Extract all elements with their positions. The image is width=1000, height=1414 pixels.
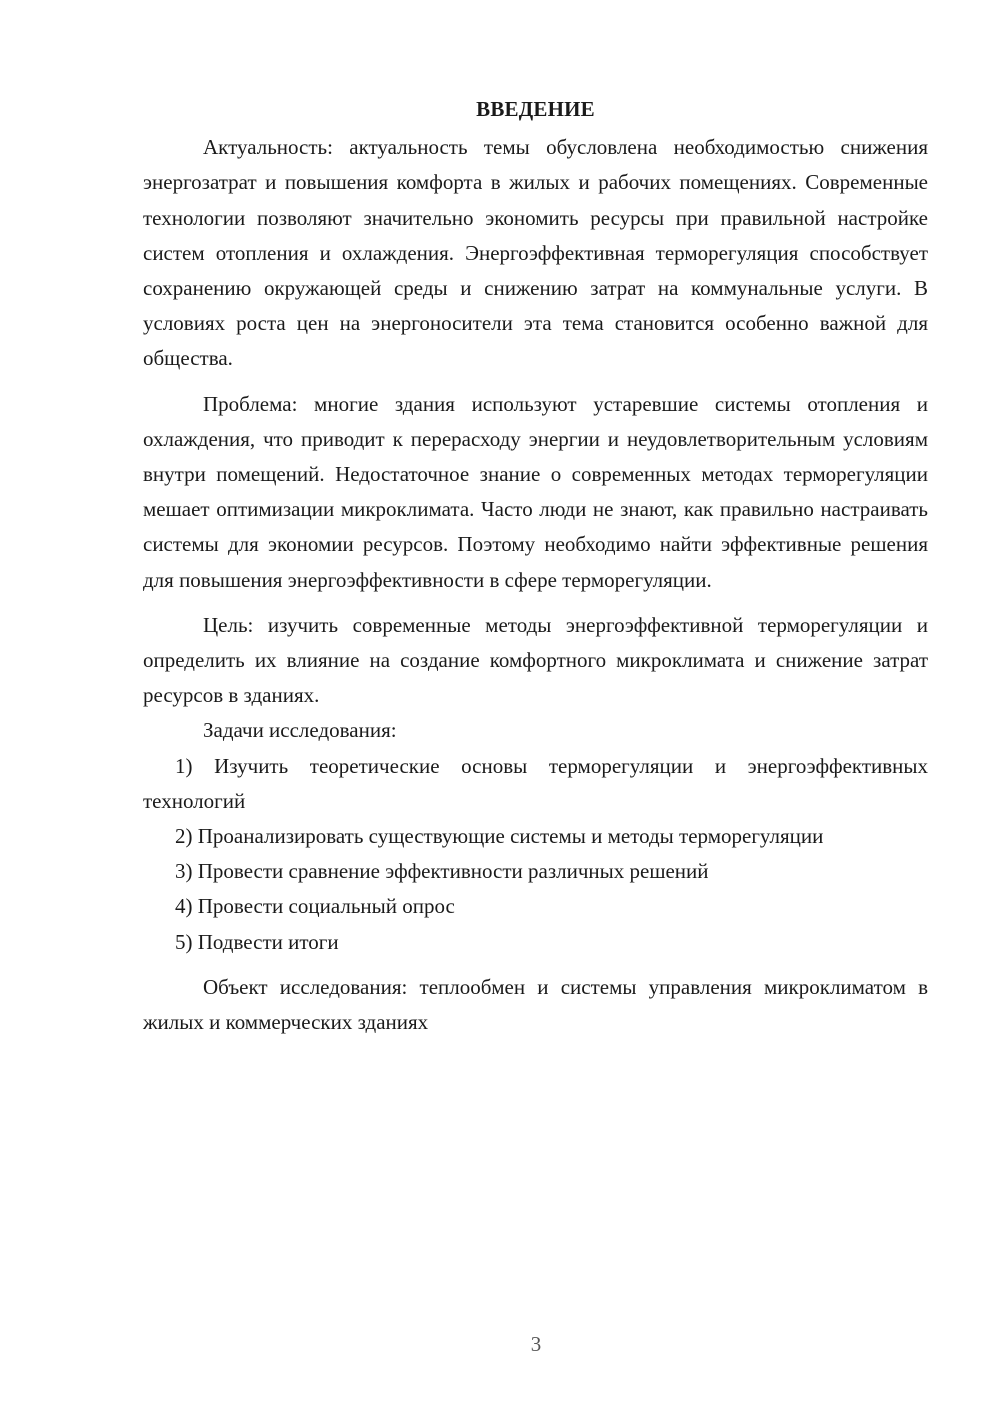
- page-number: 3: [530, 1332, 542, 1356]
- task-item-5: 5) Подвести итоги: [175, 929, 339, 954]
- task-item-3: 3) Провести сравнение эффективности различных решений: [175, 859, 709, 884]
- section-title: ВВЕДЕНИЕ: [476, 97, 595, 121]
- task-item-1: 1) Изучить теоретические основы терморегуляции и энергоэффективных технологий: [143, 753, 928, 813]
- document-page: [143, 92, 928, 1040]
- tasks-heading: Задачи исследования:: [203, 718, 397, 743]
- task-item-4: 4) Провести социальный опрос: [175, 894, 455, 919]
- relevance-paragraph: Актуальность: актуальность темы обусловлена необходимостью снижения энергозатрат и повышения комфорта в жилых и рабочих помещениях. Современные технологии позволяют значительно экономить ресурсы при правильной настройке систем отопления и охлаждения. Энергоэффективная терморегуляция способствует сохранению окружающей среды и снижению затрат на коммунальные услуги. В условиях роста цен на энергоносители эта тема становится особенно важной для общества.: [143, 135, 928, 371]
- problem-paragraph: Проблема: многие здания используют устаревшие системы отопления и охлаждения, что приводит к перерасходу энергии и неудовлетворительным условиям внутри помещений. Недостаточное знание о современных методах терморегуляции мешает оптимизации микроклимата. Часто люди не знают, как правильно настраивать системы для экономии ресурсов. Поэтому необходимо найти эффективные решения для повышения энергоэффективности в сфере терморегуляции.: [143, 391, 928, 592]
- object-paragraph: Объект исследования: теплообмен и системы управления микроклиматом в жилых и коммерческих зданиях: [143, 974, 928, 1035]
- goal-paragraph: Цель: изучить современные методы энергоэффективной терморегуляции и определить их влияние на создание комфортного микроклимата и снижение затрат ресурсов в зданиях.: [143, 612, 928, 708]
- task-item-2: 2) Проанализировать существующие системы и методы терморегуляции: [175, 824, 824, 849]
